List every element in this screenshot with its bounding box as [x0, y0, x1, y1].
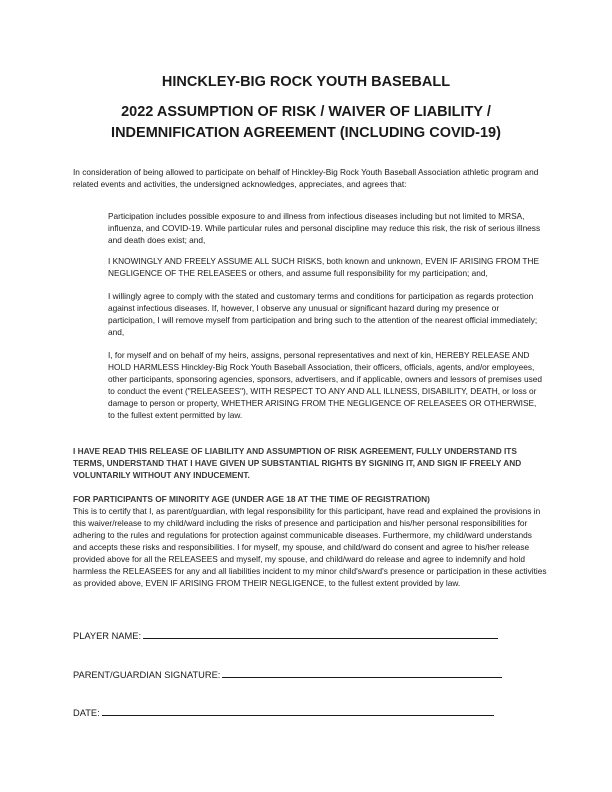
date-row [73, 706, 494, 718]
clause-comply-terms: I willingly agree to comply with the stated and customary terms and conditions for participation as regards protection against infectious diseases. If, however, I observe any unusual or significant hazard during my presence or participation, I will remove myself from participation and bring such to the attention of the nearest official immediately; and, [108, 291, 538, 337]
acknowledgement-paragraph: I HAVE READ THIS RELEASE OF LIABILITY AND ASSUMPTION OF RISK AGREEMENT, FULLY UNDERSTAND ITS TERMS, UNDERSTAND THAT I HAVE GIVEN UP SUBSTANTIAL RIGHTS BY SIGNING IT, AND SIGN IF FREELY AND VOLUNTARILY WITHOUT ANY INDUCEMENT. [73, 446, 522, 480]
document-title-line-1: 2022 ASSUMPTION OF RISK / WAIVER OF LIABILITY / [121, 104, 491, 120]
organization-name: HINCKLEY-BIG ROCK YOUTH BASEBALL [161, 74, 451, 90]
parent-signature-field[interactable] [222, 668, 502, 678]
player-name-row [73, 629, 498, 641]
minor-section-body: This is to certify that I, as parent/guardian, with legal responsibility for this participant, have read and explained the provisions in this waiver/release to my child/ward including the risks of presence and participation and his/her personal responsibilities for adhering to the rules and regulations for protection against communicable diseases. Furthermore, my child/ward understands and accepts these risks and responsibilities. I for myself, my spouse, and child/ward do consent and agree to his/her release provided above for all the RELEASEES and myself, my spouse, and child/ward do release and agree to indemnify and hold harmless the RELEASEES for any and all liabilities incident to my minor child's/ward's presence or participation in these activities as provided above, EVEN IF ARISING FROM THEIR NEGLIGENCE, to the fullest extent provided by law. [73, 506, 547, 588]
clause-release: I, for myself and on behalf of my heirs, assigns, personal representatives and next of kin, HEREBY RELEASE AND HOLD HARMLESS Hinckley-Big Rock Youth Baseball Association, their officers, officials, agents, and/or employees, other participants, sponsoring agencies, sponsors, advertisers, and if applicable, owners and lessors of premises used to conduct the event ("RELEASEES"), WITH RESPECT TO ANY AND ALL ILLNESS, DISABILITY, DEATH, or loss or damage to person or property, WHETHER ARISING FROM THE NEGLIGENCE OF RELEASEES OR OTHERWISE, to the fullest extent permitted by law. [108, 350, 542, 420]
player-name-label: PLAYER NAME: [73, 631, 142, 641]
clause-assume-risks: I KNOWINGLY AND FREELY ASSUME ALL SUCH RISKS, both known and unknown, EVEN IF ARISING FROM THE NEGLIGENCE OF THE RELEASEES or others, and assume full responsibility for my participation; and, [108, 256, 539, 278]
date-field[interactable] [102, 706, 494, 716]
clause-infectious-disease: Participation includes possible exposure to and illness from infectious diseases including but not limited to MRSA, influenza, and COVID-19. While particular rules and personal discipline may reduce this risk, the risk of serious illness and death does exist; and, [108, 211, 541, 245]
date-label: DATE: [73, 708, 100, 718]
player-name-field[interactable] [143, 629, 498, 639]
document-title-line-2: INDEMNIFICATION AGREEMENT (INCLUDING COVID-19) [111, 125, 501, 141]
intro-paragraph: In consideration of being allowed to participate on behalf of Hinckley-Big Rock Youth Baseball Association athletic program and related events and activities, the undersigned acknowledges, appreciates, and agrees that: [73, 167, 539, 189]
parent-signature-row [73, 668, 502, 680]
minor-section-heading: FOR PARTICIPANTS OF MINORITY AGE (UNDER AGE 18 AT THE TIME OF REGISTRATION) [73, 494, 430, 504]
parent-signature-label: PARENT/GUARDIAN SIGNATURE: [73, 670, 221, 680]
